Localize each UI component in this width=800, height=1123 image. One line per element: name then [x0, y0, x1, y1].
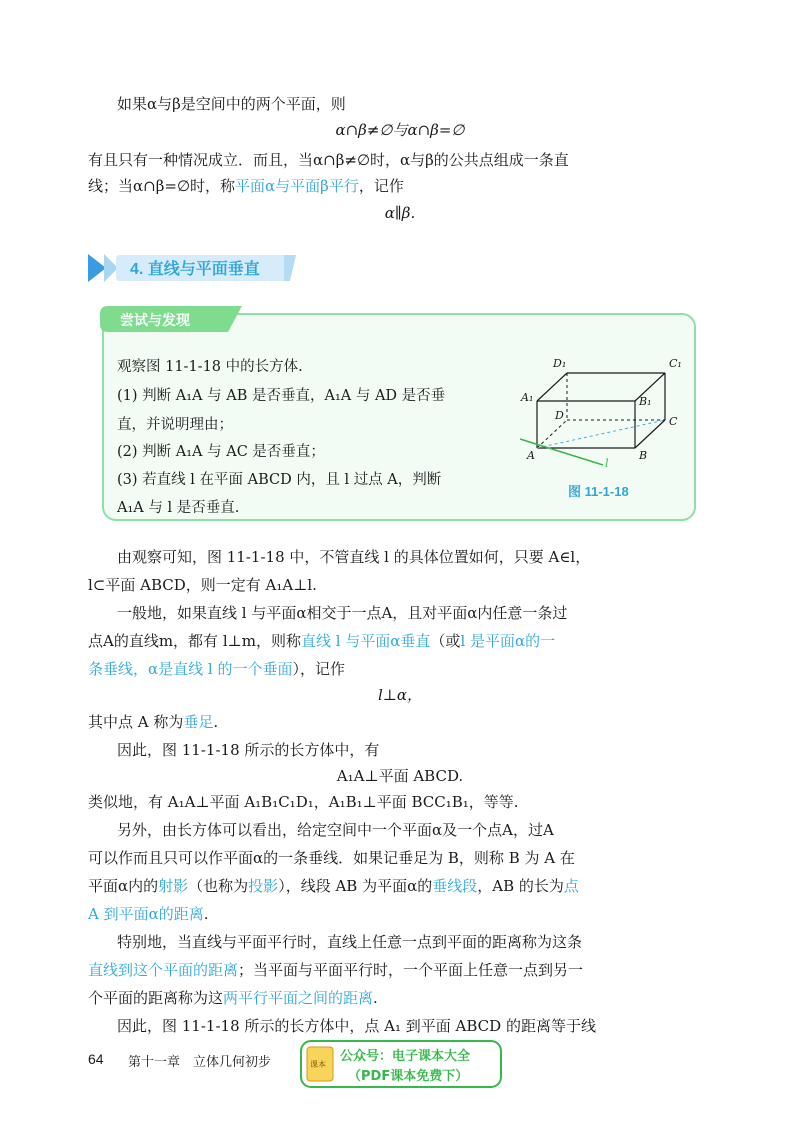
text-run: 平面α内的 [88, 877, 159, 895]
book-icon-text: 课本 [310, 1060, 326, 1069]
term-projection-alt: 投影 [248, 877, 279, 895]
paragraph-line [88, 629, 555, 653]
term-line-plane-distance: 直线到这个平面的距离 [88, 961, 239, 979]
paragraph-line: 可以作而且只可以作平面α的一条垂线．如果记垂足为 B，则称 B 为 A 在 [88, 849, 575, 867]
term-projection: 射影 [158, 877, 189, 895]
text-run: . [373, 989, 378, 1007]
cuboid-figure [515, 355, 690, 470]
tab-label: 尝试与发现 [120, 312, 190, 328]
try-line: (1) 判断 A₁A 与 AB 是否垂直，A₁A 与 AD 是否垂 [117, 388, 446, 404]
text-run: （或 [430, 632, 461, 650]
term-parallel-planes: 平面α与平面β平行 [235, 177, 359, 195]
intro-sentence: 如果α与β是空间中的两个平面，则 [117, 95, 346, 113]
text-run: ，AB 的长为 [477, 877, 564, 895]
label-l: l [605, 457, 609, 470]
label-a: A [527, 449, 535, 462]
label-d1: D₁ [553, 357, 567, 370]
paragraph-line [88, 710, 218, 734]
paragraph-line [88, 958, 583, 982]
text-run: ；当平面与平面平行时，一个平面上任意一点到另一 [238, 961, 584, 979]
label-b: B [639, 449, 648, 462]
try-line: (2) 判断 A₁A 与 AC 是否垂直； [117, 444, 325, 460]
paragraph-line: 因此，图 11-1-18 所示的长方体中，点 A₁ 到平面 ABCD 的距离等于线 [117, 1017, 596, 1035]
try-line: (3) 若直线 l 在平面 ABCD 内，且 l 过点 A，判断 [117, 472, 442, 488]
term-plane-plane-distance: 两平行平面之间的距离 [223, 989, 374, 1007]
text-run: ），记作 [292, 660, 345, 678]
chapter-title: 第十一章 立体几何初步 [128, 1055, 272, 1070]
paragraph-line [88, 657, 345, 681]
page-number: 64 [88, 1051, 104, 1067]
figure-caption: 图 11-1-18 [568, 484, 629, 499]
text-run: . [213, 713, 219, 731]
try-discover-tab [100, 306, 250, 338]
term-foot: 垂足 [183, 713, 214, 731]
formula-a1a-perp: A₁A⊥平面 ABCD. [336, 767, 464, 785]
term-perpendicular: 直线 l 与平面α垂直 [300, 632, 431, 650]
term-normal-line: l 是平面α的一 [460, 632, 556, 650]
label-c1: C₁ [669, 357, 682, 370]
term-normal-plane: 条垂线，α是直线 l 的一个垂面 [88, 660, 293, 678]
paragraph-line: 一般地，如果直线 l 与平面α相交于一点A，且对平面α内任意一条过 [117, 604, 568, 622]
try-line: 观察图 11-1-18 中的长方体. [117, 359, 303, 375]
section-title: 4. 直线与平面垂直 [130, 261, 260, 278]
text-run: 个平面的距离称为这 [88, 989, 224, 1007]
paragraph-line: 有且只有一种情况成立．而且，当α∩β≠∅时，α与β的公共点组成一条直 [88, 151, 569, 169]
diagonal-ac [537, 420, 665, 448]
section-header [88, 252, 298, 284]
arrow-icon [88, 254, 106, 282]
paragraph-line [88, 986, 378, 1010]
try-line: 直，并说明理由； [117, 417, 233, 433]
paragraph-line [88, 902, 209, 926]
paragraph-line [88, 874, 579, 898]
formula-perp: l⊥α， [377, 686, 423, 704]
formula-parallel: α∥β. [384, 204, 416, 222]
paragraph-line: 另外，由长方体可以看出，给定空间中一个平面α及一个点A，过A [117, 821, 554, 839]
formula-intersection: α∩β≠∅与α∩β=∅ [335, 121, 465, 139]
paragraph-line: 由观察可知，图 11-1-18 中，不管直线 l 的具体位置如何，只要 A∈l， [117, 548, 591, 566]
term-perp-segment: 垂线段 [432, 877, 478, 895]
text-run: （也称为 [188, 877, 249, 895]
watermark-line2: （PDF课本免费下） [348, 1069, 469, 1084]
label-b1: B₁ [639, 395, 652, 408]
term-distance-start: 点 [563, 877, 579, 895]
watermark-badge [300, 1040, 502, 1088]
text-run: 线；当α∩β=∅时，称 [88, 177, 236, 195]
try-line: A₁A 与 l 是否垂直. [117, 500, 240, 516]
watermark-line1: 公众号：电子课本大全 [340, 1049, 471, 1064]
paragraph-line: 类似地，有 A₁A⊥平面 A₁B₁C₁D₁，A₁B₁⊥平面 BCC₁B₁，等等. [88, 793, 519, 811]
text-run: ），线段 AB 为平面α的 [278, 877, 433, 895]
paragraph-line: l⊂平面 ABCD，则一定有 A₁A⊥l. [88, 576, 317, 594]
text-run: ，记作 [358, 177, 404, 195]
label-d: D [555, 409, 564, 422]
text-run: 点A的直线m，都有 l⊥m，则称 [88, 632, 301, 650]
text-run: 其中点 A 称为 [88, 713, 184, 731]
paragraph-line: 因此，图 11-1-18 所示的长方体中，有 [117, 741, 380, 759]
label-a1: A₁ [521, 391, 534, 404]
arrow-icon [104, 254, 118, 282]
paragraph-line: 特别地，当直线与平面平行时，直线上任意一点到平面的距离称为这条 [117, 933, 583, 951]
paragraph-line [88, 174, 404, 198]
text-run: . [203, 905, 209, 923]
label-c: C [669, 415, 678, 428]
term-point-plane-distance: A 到平面α的距离 [88, 905, 204, 923]
